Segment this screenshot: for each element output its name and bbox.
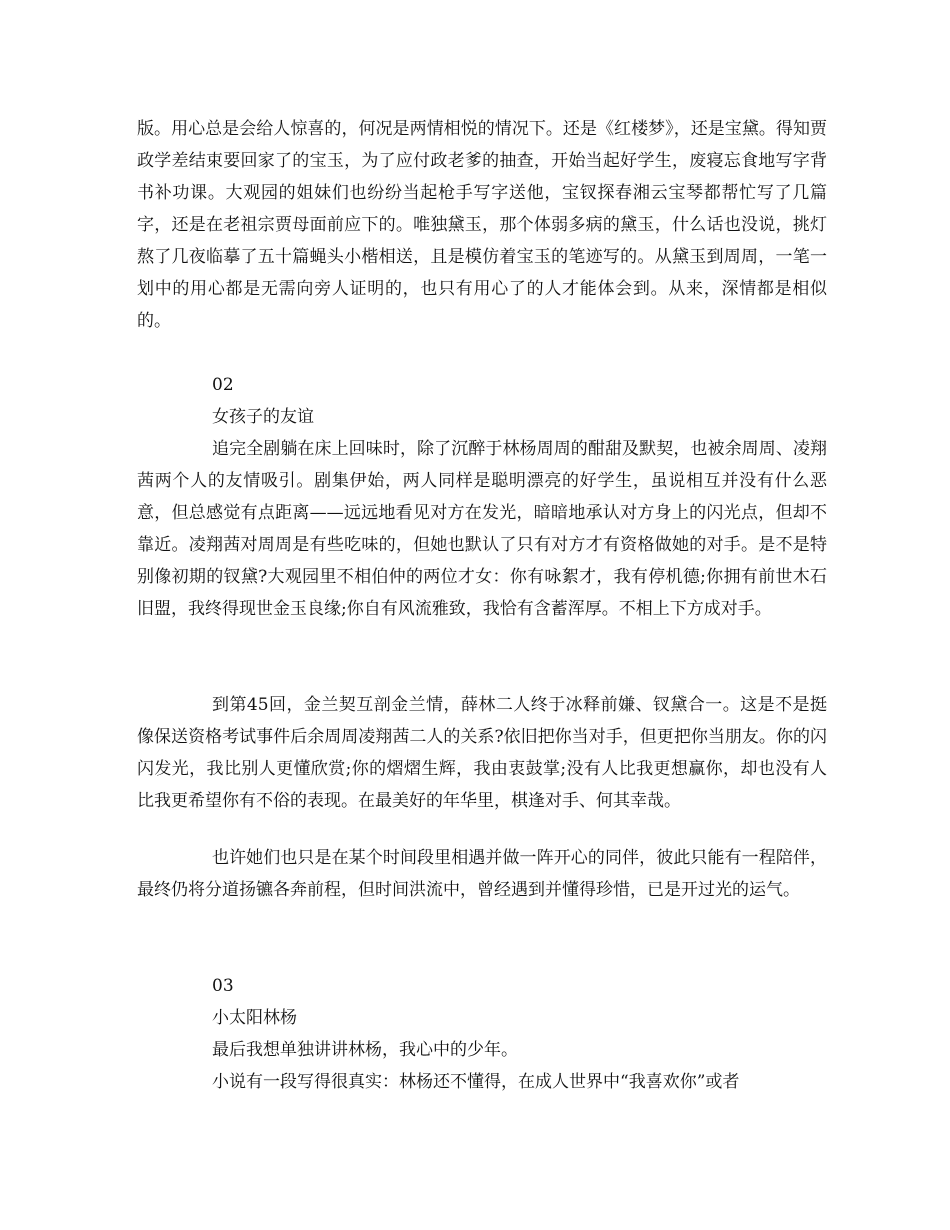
section-number-03: 03 xyxy=(212,976,234,996)
paragraph-body: 到第45回，金兰契互剖金兰情，薛林二人终于冰释前嫌、钗黛合一。这是不是挺像保送资格考试事件后余周周凌翔茜二人的关系?依旧把你当对手，但更把你当朋友。你的闪闪发光，我比别人更懂欣赏;你的熠熠生辉，我由衷鼓掌;没有人比我更想赢你，却也没有人比我更希望你有不俗的表现。在最美好的年华里，棋逢对手、何其幸哉。 xyxy=(137,695,827,811)
paragraph-body: 最后我想单独讲讲林杨，我心中的少年。 xyxy=(212,1040,518,1060)
section-title-little-sun: 小太阳林杨 xyxy=(212,1008,297,1028)
paragraph-continuation: 版。用心总是会给人惊喜的，何况是两情相悦的情况下。还是《红楼梦》，还是宝黛。得知贾政学差结束要回家了的宝玉，为了应付政老爹的抽查，开始当起好学生，废寝忘食地写字背书补功课。大观园的姐妹们也纷纷当起枪手写字送他，宝钗探春湘云宝琴都帮忙写了几篇字，还是在老祖宗贾母面前应下的。唯独黛玉，那个体弱多病的黛玉，什么话也没说，挑灯熬了几夜临摹了五十篇蝇头小楷相送，且是模仿着宝玉的笔迹写的。从黛玉到周周，一笔一划中的用心都是无需向旁人证明的，也只有用心了的人才能体会到。从来，深情都是相似的。 xyxy=(137,119,827,331)
paragraph-body: 小说有一段写得很真实：林杨还不懂得，在成人世界中“我喜欢你”或者 xyxy=(212,1072,740,1092)
paragraph-body: 追完全剧躺在床上回味时，除了沉醉于林杨周周的酣甜及默契，也被余周周、凌翔茜两个人的友情吸引。剧集伊始，两人同样是聪明漂亮的好学生，虽说相互并没有什么恶意，但总感觉有点距离——远远地看见对方在发光，暗暗地承认对方身上的闪光点，但却不靠近。凌翔茜对周周是有些吃味的，但她也默认了只有对方才有资格做她的对手。是不是特别像初期的钗黛?大观园里不相伯仲的两位才女：你有咏絮才，我有停机德;你拥有前世木石旧盟，我终得现世金玉良缘;你自有风流雅致，我恰有含蓄浑厚。不相上下方成对手。 xyxy=(137,439,827,619)
section-number-02: 02 xyxy=(212,375,234,395)
section-title-friendship: 女孩子的友谊 xyxy=(212,407,314,427)
paragraph-body: 也许她们也只是在某个时间段里相遇并做一阵开心的同伴，彼此只能有一程陪伴，最终仍将分道扬镳各奔前程，但时间洪流中，曾经遇到并懂得珍惜，已是开过光的运气。 xyxy=(137,848,827,900)
